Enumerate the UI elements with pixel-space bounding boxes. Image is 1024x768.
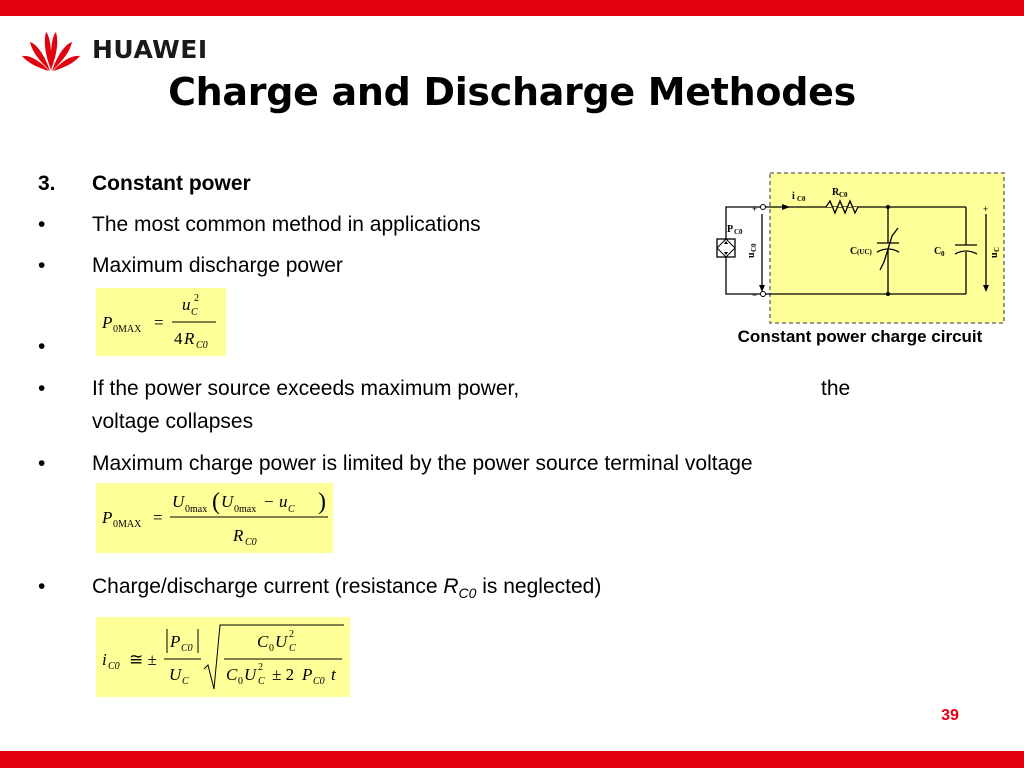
svg-text:0MAX: 0MAX: [113, 324, 142, 335]
svg-text:i: i: [102, 650, 107, 669]
svg-text:u: u: [182, 295, 191, 314]
svg-text:C0: C0: [245, 537, 257, 548]
svg-text:−: −: [752, 290, 758, 300]
svg-text:± 2: ± 2: [272, 665, 295, 684]
formula-charge-discharge-current: [96, 617, 350, 697]
svg-text:C0: C0: [108, 661, 120, 672]
bullet-marker: •: [38, 452, 46, 475]
svg-text:C: C: [182, 676, 189, 687]
svg-text:R: R: [832, 187, 840, 198]
svg-text:u: u: [279, 492, 288, 511]
bullet-marker: •: [38, 377, 46, 400]
svg-text:U: U: [172, 492, 185, 511]
list-text: voltage collapses: [92, 410, 254, 433]
list-text: Maximum discharge power: [92, 254, 343, 277]
formula-max-discharge-power: [96, 288, 226, 356]
svg-text:): ): [318, 489, 326, 515]
list-text: Maximum charge power is limited by the power source terminal voltage: [92, 452, 753, 475]
bottom-red-bar: [0, 751, 1024, 768]
svg-text:u: u: [989, 252, 1000, 258]
svg-text:P: P: [102, 313, 113, 332]
huawei-logo: [20, 24, 208, 74]
svg-text:C0: C0: [196, 340, 208, 351]
svg-text:C0: C0: [797, 195, 806, 203]
svg-text:C0: C0: [181, 643, 193, 654]
svg-text:C: C: [288, 504, 295, 515]
svg-text:i: i: [792, 191, 795, 202]
huawei-flower-icon: [20, 26, 82, 72]
svg-text:t: t: [331, 665, 336, 684]
list-text: Constant power: [92, 172, 251, 195]
svg-text:0MAX: 0MAX: [113, 519, 142, 530]
svg-text:≅ ±: ≅ ±: [129, 650, 157, 669]
bullet-marker: •: [38, 213, 46, 236]
svg-text:=: =: [154, 313, 164, 332]
svg-text:C: C: [289, 643, 296, 654]
svg-text:P: P: [727, 224, 734, 235]
list-text: The most common method in applications: [92, 213, 481, 236]
svg-text:4: 4: [174, 329, 183, 348]
svg-text:C: C: [850, 246, 858, 257]
svg-text:R: R: [184, 329, 195, 348]
bullet-marker: •: [38, 575, 46, 598]
svg-text:C: C: [226, 665, 238, 684]
svg-text:(: (: [212, 489, 220, 515]
svg-text:(UC): (UC): [857, 248, 872, 256]
svg-text:C0: C0: [313, 676, 325, 687]
slide-title: Charge and Discharge Methodes: [168, 70, 856, 114]
svg-text:U: U: [169, 665, 182, 684]
list-text: If the power source exceeds maximum power,: [92, 377, 520, 400]
svg-text:U: U: [275, 632, 288, 651]
svg-text:0max: 0max: [234, 504, 257, 515]
svg-text:C: C: [993, 246, 1001, 252]
svg-text:U: U: [221, 492, 234, 511]
huawei-wordmark: HUAWEI: [92, 34, 208, 64]
svg-text:0: 0: [238, 676, 243, 687]
svg-text:P: P: [102, 508, 113, 527]
svg-text:=: =: [153, 508, 163, 527]
list-text: Charge/discharge current (resistance $R_{C0}$ is neglected): [92, 575, 602, 602]
svg-text:0: 0: [269, 643, 274, 654]
svg-text:R: R: [233, 526, 244, 545]
svg-text:2: 2: [258, 662, 263, 673]
list-text: the: [821, 377, 851, 400]
svg-text:P: P: [170, 632, 181, 651]
svg-text:2: 2: [194, 293, 199, 304]
constant-power-circuit-diagram: [708, 170, 1008, 330]
svg-text:C: C: [258, 676, 265, 687]
svg-text:+: +: [983, 204, 989, 214]
bullet-marker: •: [38, 254, 46, 277]
svg-text:−: −: [264, 492, 274, 511]
bullet-marker: •: [38, 335, 46, 358]
svg-text:U: U: [244, 665, 257, 684]
svg-text:C0: C0: [734, 228, 743, 236]
svg-text:C: C: [934, 246, 942, 257]
top-red-bar: [0, 0, 1024, 16]
svg-text:C: C: [257, 632, 269, 651]
svg-text:0: 0: [941, 250, 945, 258]
circuit-caption: Constant power charge circuit: [737, 327, 983, 346]
svg-text:C0: C0: [750, 243, 758, 252]
svg-text:0max: 0max: [185, 504, 208, 515]
svg-text:C: C: [191, 307, 198, 318]
svg-text:C0: C0: [839, 191, 848, 199]
svg-text:+: +: [752, 204, 758, 214]
svg-text:u: u: [746, 252, 757, 258]
svg-text:P: P: [302, 665, 313, 684]
formula-max-charge-power: [96, 483, 333, 553]
list-marker: 3.: [38, 172, 56, 195]
page-number: 39: [941, 707, 959, 724]
svg-text:2: 2: [289, 629, 294, 640]
